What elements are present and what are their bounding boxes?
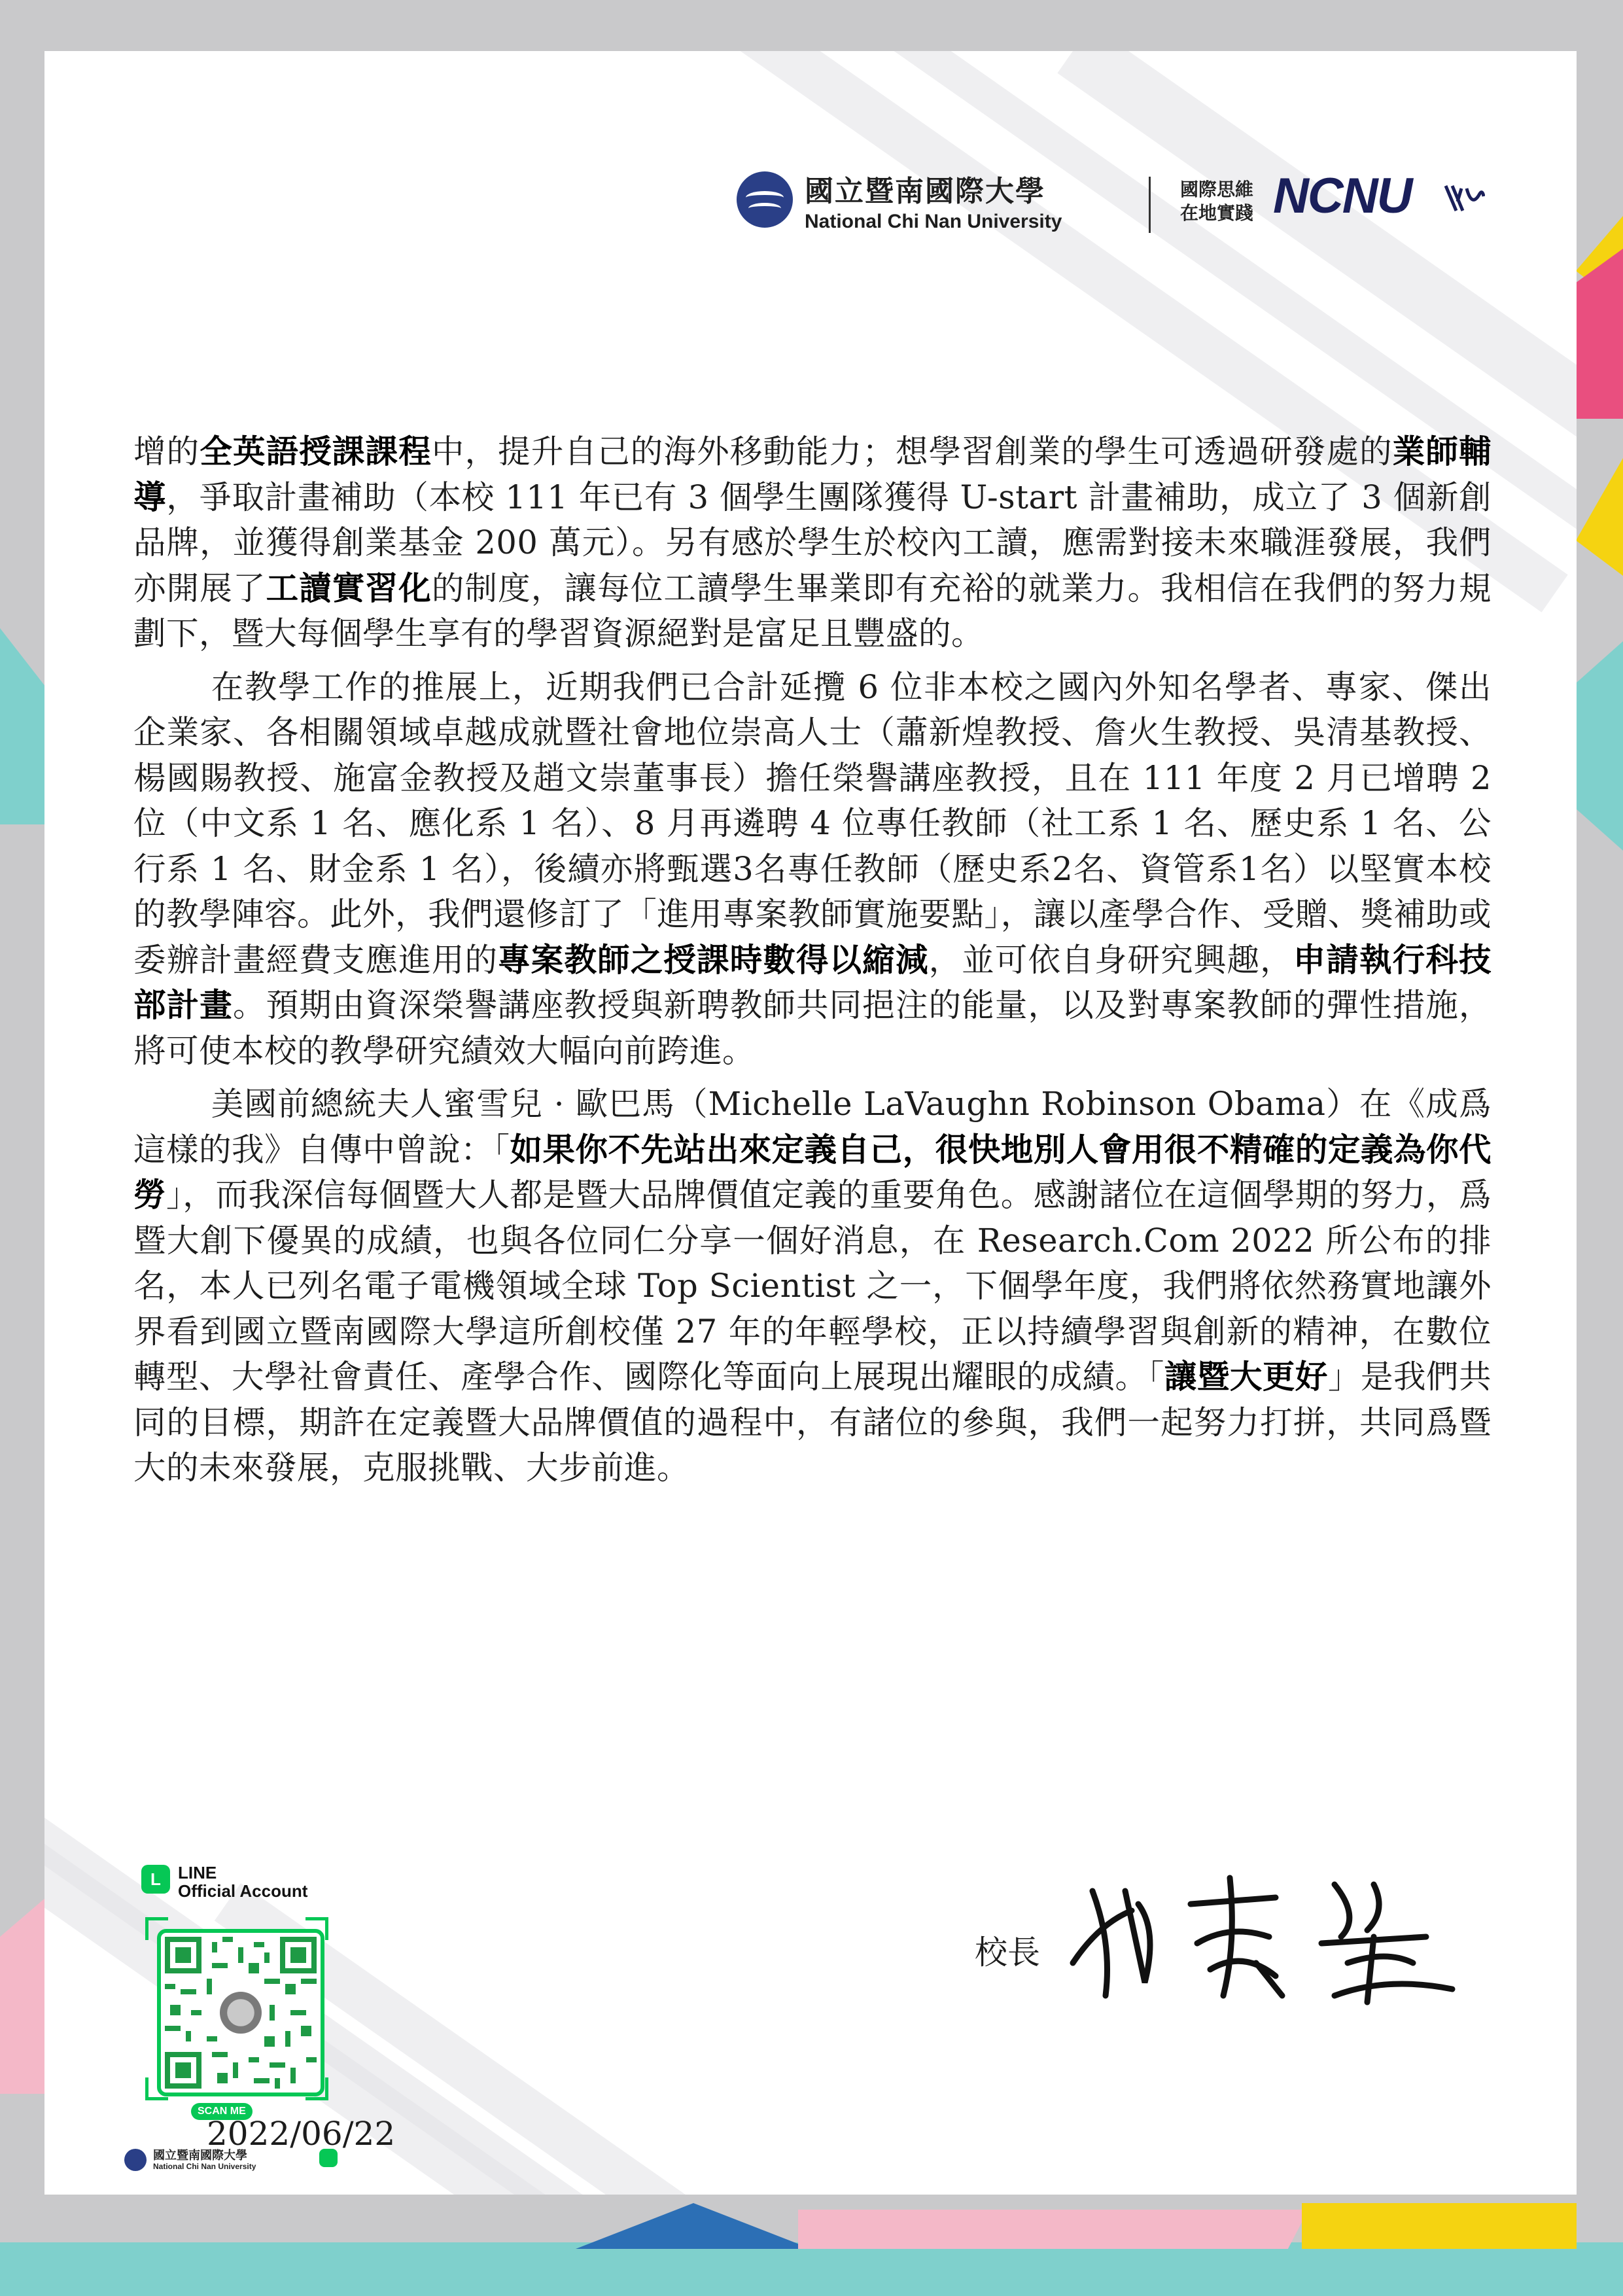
footer-logo-en: National Chi Nan University — [153, 2162, 256, 2171]
university-name-zh: 國立暨南國際大學 — [805, 175, 1045, 208]
frame-deco-teal-left — [0, 628, 46, 824]
qr-code-box — [157, 1929, 324, 2096]
qr-frame — [145, 1917, 328, 2100]
text-run: ，並可依自身研究興趣， — [928, 940, 1293, 979]
ncnu-wordmark: NCNU — [1273, 168, 1412, 224]
paragraph-2 — [133, 665, 1492, 1074]
paragraph-3 — [133, 1082, 1492, 1491]
qr-code-icon — [165, 1937, 317, 2089]
text-run: 美國前總統夫人蜜雪兒 · 歐巴馬（Michelle LaVaughn Robinson Obama）在《成爲這樣的我》自傳中曾說：「 — [133, 1085, 1492, 1169]
letter-date: 2022/06/22 — [207, 2115, 396, 2153]
text-run: 」，而我深信每個暨大人都是暨大品牌價值定義的重要角色。感謝諸位在這個學期的努力，爲暨大創下優異的成績，也與各位同仁分享一個好消息，在 Research.Com 2022 所公布的排名，本人已列名電子電機領域全球 Top Scientist 之一，下個學年度，我們將依然務實地讓外界看到國立暨南國際大學這所創校僅 27 年的年輕學校，正以持續學習與創新的精神，在數位轉型、大學社會責任、產學合作、國際化等面向上展現出耀眼的成績。「 — [133, 1176, 1492, 1396]
letter-body — [133, 429, 1492, 1499]
text-run: 」是我們共同的目標，期許在定義暨大品牌價值的過程中，有諸位的參與，我們一起努力打拼，共同爲暨大的未來發展，克服挑戰、大步前進。 — [133, 1358, 1492, 1487]
text-run: 。預期由資深榮譽講座教授與新聘教師共同挹注的能量，以及對專案教師的彈性措施，將可使本校的教學研究績效大幅向前跨進。 — [133, 986, 1492, 1070]
bold-run: 工讀實習化 — [266, 569, 432, 607]
ncnu-wave-mark-icon — [1443, 182, 1485, 215]
line-official-account[interactable] — [128, 1860, 351, 2147]
bold-run: 全英語授課課程 — [200, 433, 432, 470]
frame-deco-yellow-right-mid — [1576, 458, 1623, 576]
scan-me-badge: SCAN ME — [191, 2103, 253, 2120]
bold-run: 如果你不先站出來定義自己，很快地別人會用很不精確的定義為你代勞 — [133, 1130, 1492, 1214]
line-label-line2: Official Account — [178, 1881, 308, 1901]
line-label-line1: LINE — [178, 1863, 217, 1882]
frame-deco-blue-bottom — [576, 2203, 811, 2249]
ncnu-header-logo — [737, 153, 1495, 251]
signature-title: 校長 — [975, 1934, 1040, 1971]
frame-deco-pink-left — [0, 1898, 46, 2094]
frame-deco-teal-right — [1576, 641, 1623, 851]
bold-run: 專案教師之授課時數得以縮減 — [498, 940, 929, 979]
slogan-line1: 國際思維 — [1180, 179, 1254, 200]
header-divider — [1149, 177, 1151, 233]
frame-deco-yellow-bottom — [1302, 2203, 1577, 2249]
line-logo-icon: L — [141, 1865, 170, 1894]
text-run: 的制度，讓每位工讀學生畢業即有充裕的就業力。我相信在我們的努力規劃下，暨大每個學生享有的學習資源絕對是富足且豐盛的。 — [133, 569, 1492, 652]
footer-logo-zh: 國立暨南國際大學 — [153, 2149, 247, 2163]
text-run: 增的 — [133, 433, 200, 470]
frame-deco-pink-bottom — [798, 2210, 1308, 2249]
line-label — [178, 1863, 307, 1900]
bold-run: 業師輔導 — [133, 433, 1492, 516]
footer-emblem-icon — [124, 2149, 147, 2171]
bold-run: 讓暨大更好 — [1164, 1358, 1328, 1396]
slogan — [1180, 178, 1253, 225]
slogan-line2: 在地實踐 — [1180, 202, 1254, 224]
text-run: ，爭取計畫補助（本校 111 年已有 3 個學生團隊獲得 U-start 計畫補助，成立了 3 個新創品牌，並獲得創業基金 200 萬元）。另有感於學生於校內工讀，應需對接未來職涯發展，我們亦開展了 — [133, 478, 1492, 607]
ncnu-emblem-icon — [737, 171, 793, 228]
president-signature — [1060, 1865, 1465, 2015]
paragraph-1 — [133, 429, 1492, 657]
frame-deco-teal-bottom — [0, 2242, 1623, 2296]
university-name-en: National Chi Nan University — [805, 211, 1062, 232]
text-run: 中，提升自己的海外移動能力；想學習創業的學生可透過研發處的 — [431, 433, 1393, 470]
bold-run: 申請執行科技部計畫 — [133, 940, 1492, 1024]
text-run: 在教學工作的推展上，近期我們已合計延攬 6 位非本校之國內外知名學者、專家、傑出企業家、各相關領域卓越成就暨社會地位崇高人士（蕭新煌教授、詹火生教授、吳清基教授、楊國賜教授、施富金教授及趙文崇董事長）擔任榮譽講座教授，且在 111 年度 2 月已增聘 2 位（中文系 1 名、應化系 1 名）、8 月再遴聘 4 位專任教師（社工系 1 名、歷史系 1 名、公行系 1 名、財金系 1 名），後續亦將甄選3名專任教師（歷史系2名、資管系1名）以堅實本校的教學陣容。此外，我們還修訂了「進用專案教師實施要點」，讓以產學合作、受贈、獎補助或委辦計畫經費支應進用的 — [133, 667, 1492, 979]
